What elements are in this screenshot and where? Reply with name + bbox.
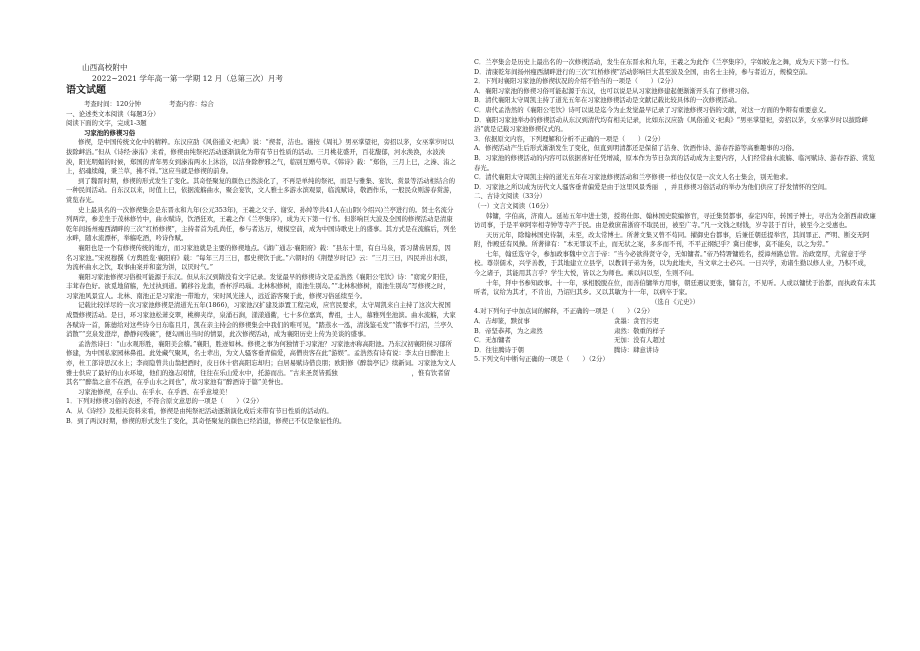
passage-paragraph: 襄阳也是一个有修禊传统的地方，而习家池就是主要的修禊地点。《湖广通志·襄阳府》载：“县东十里，有白马泉，晋习凿齿居焉，因名习家池。”宋祝穆撰《方舆胜览·襄阳府》载：“每年三月三日，郡史禊饮于此。”六朝时的《荆楚岁时记》云：“三月三日，四民并出水滨，为流杯曲水之饮，取事曲案并和蛮为饼，以厌时气。” [66, 243, 452, 272]
q4-option-c [474, 336, 876, 346]
paragraph-text: ，惟有饮者留其名”“醉翁之意不在酒，在乎山水之间也”，故习家池有“醉酒诗于篇”美誉也。 [66, 368, 451, 387]
right-column [474, 0, 876, 365]
option-text: B．帝坚恭邦，为之肃然 [474, 326, 543, 335]
q2-option-a: A．襄阳习家池的修禊习俗可能起源于东汉，也可以说是从习家池修建起便渐渐开头有了修禊习俗。 [474, 86, 754, 95]
q3-option-d: D．习家池之所以成为历代文人骚客垂青偏爱是由于这里风景秀丽 ，并且修禊习俗活动的举办为他们供应了抒发情怀的空间。 [474, 182, 831, 191]
passage-paragraph: 修禊，是中国传统文化中的精粹。东汉应劭《风俗通义·祀典》说：“禊者，洁也。谨按《周礼》男巫掌望祀，旁招以茅，女巫掌岁时以拔除衅浴。”但从《诗经·溱洧》来看，修禊由纯祭祀活动逐渐演化为带有节日性质的活动。三月桃花盛开，百花馥郁，河水涣涣，水波泱泱，阳光明媚的时候，郑国的青年男女到溱洧两水上沐浴，以洁身除秽邪之气，临别互赠芍草。《韩诗》载：“郑俗，三月上巳，之溱、洧之上，招魂续魄，秉兰草，拂不祥。”这应当就是修禊的前身。 [66, 138, 456, 176]
passage-paragraph: 襄阳习家池修禊习俗极可能源于东汉。但从东汉到隋没有文字记录。发觉最早的修禊诗文是孟浩然《襄阳公宅饮》诗：“窈窕夕阳佳，丰茸春色好。欲觅地留觞，先过执到道。鹤移谷龙翡，香杯浮玛瑙。北林积修树，南池生别岛。”“北林积修树，南池生别岛”写修禊之时，习家池风景宜人。北林、南池正是习家池一带地方，宋时风光迷人，远近游客聚于此，修禊习俗延续至今。 [66, 272, 452, 300]
subject-title: 语文试题 [66, 85, 106, 96]
school-name: 山西高校附中 [82, 63, 128, 72]
passage-paragraph [66, 340, 456, 388]
exam-meta [66, 100, 456, 110]
subsection-heading: （一）文言文阅读（16分） [474, 201, 553, 210]
q2-option-c: C．唐代孟浩然的《襄阳公宅饮》诗可以说是迄今为止发觉最早记录了习家池修禊习俗的文献，对这一方面的争辩有重要意义。 [474, 105, 831, 114]
q3-option-b: B．习家池的修禊活动的内容可以依据喜好任凭增减，原本作为节日杂宾的活动成为主要内容，人们经常曲水流觞、临河赋诗、游春吞游、赏览春光。 [474, 153, 875, 172]
exam-title: 2022~2021 学年高一第一学期 12 月（总第三次）月考 [92, 74, 284, 83]
classical-paragraph: 十年，拜中书参知政事。十一年，承相脱脱在位，而善伯镛举方用事，朝廷遇议更张，镛有言，不见听。人或以镛忧于治都，而执政有未其听者，议给为其才，不肯出，乃诏归其乡。又以其敏为十一年，以病卒于家。 [474, 278, 876, 297]
option-gloss: 无加：没有人超过 [614, 336, 666, 345]
q3-option-a: A．修禊活动产生后形式渐渐发生了变化，但直到明清都还是保留了洁身、饮酒作诗、游春吞游等高雅趣事的习俗。 [474, 144, 799, 153]
q4-option-b [474, 327, 876, 337]
q2-option-b: B．清代襄阳太守周凯主持了道光五年在习家池修禊活动是文献记载比较具体的一次修禊活动。 [474, 96, 741, 105]
question-3: 3．依据原文内容，下列理解和分析不正确的一项是（ ）（2分） [474, 134, 665, 143]
q3-option-c: C．清代襄阳太守周凯主持的道光五年在习家池修禊活动和兰亭修禊一样也仅仅是一次文人名士集会，别无他求。 [474, 173, 793, 182]
passage-paragraph: 习家池修禊，在乎山、在乎水、在乎酒、在乎意境美！ [78, 387, 232, 396]
question-4: 4.对下列句子中加点词的解释，不正确的一项是（ ）（2分） [474, 307, 654, 316]
option-gloss: 贪墨：贪官污吏 [614, 317, 659, 326]
option-text: D．往往腾诗于朝 [474, 345, 524, 354]
passage-paragraph: 史上最具名的一次修禊集会是东晋永和九年(公元353年)，王羲之父子、谢安、孙绰等共41人在山阴(今绍兴)兰亭进行的。贤士名流分列两岸，参差坐于茂林修竹中，曲水赋诗，饮酒狂欢，王羲之作《兰亭集序》，成为天下第一行书。但影响巨大波及全国的修禊活动是清康乾年间扬州瘦西湖畔的三次“红桥修禊”，主持者首为孔尚任，参与者达万，规模空前，成为中国诗歌史上的盛事。其方式是在流觞后，列坐水畔，随水流漂杯，举觞吃酒，吟诗作赋。 [66, 205, 456, 243]
passage-paragraph: 记载比较详尽的一次习家池修禊是清道光五年(1866)，习家池汉扩建及添置工程完成，应官民要求，太守周凯来自主持了这次大祝国成暨修禊活动。是日，环习家池松萧交翠，桃柳夹岸，泉涌石涧，漾漾通衢，七十多位嘉宾，曹祖，士人，慕雅列坐池滨。曲水流觞，大家各赋诗一首，陈德给对这些诗今日东临且月，凯在亲主持会的修禊集会中我们的唯可见，“踏蒸水一泓，清浅鉴毛发”“饿事不行沼，兰亭久消散”“烹泉发澄岸，静静问残碗”，便勾画出当时的情景，此次修禊活动，成为襄阳历史上传为美谈的盛事。 [66, 301, 456, 339]
section-instruction: 阅读下面的文字，完成1-3题 [66, 119, 147, 128]
time-label: 考查时间：120分钟 [84, 100, 141, 108]
q1-option-a: A．从《诗经》及相关资料来看，修禊是由纯祭祀活动逐渐演化成后来带有节日性质的活动的。 [66, 407, 333, 415]
passage-paragraph: 到了魏晋时期，修禊的形式发生了变化。其奇怪聚复的颜色已然淡化了，不再是单纯的祭祀，而是与雅集、宴饮、赏景等活动相结合的一种民间活动。自东汉以来，时值上巳，依据流觞曲水，聚会宴饮，文人雅士多游水滨观景，临流赋诗，敬酒作乐，一般民众则游春赏游，赏览春光。 [66, 176, 456, 204]
q1-option-c: C．兰亭集会是历史上最出名的一次修禊活动，发生在东晋永和九年，王羲之为此作《兰亭集序》，字如蛟龙之舞，成为天下第一行书。 [474, 58, 853, 66]
q1-option-b: B．到了两汉时期，修禊的形式发生了变化，其奇怪聚复的颜色已经消退，修禊已不仅是象征性的。 [66, 416, 346, 425]
question-5: 5.下列文句中断句正确的一项是（ ）（2分） [474, 355, 609, 364]
source-note: （选自《元史》） [651, 297, 699, 306]
option-gloss: 肃然：敬重的样子 [614, 326, 666, 335]
section-heading: 一、论述类文本阅读（每题3分） [66, 109, 160, 118]
option-text: A．吉却篆，黩贫事 [474, 317, 530, 326]
question-2: 2．下列对襄阳习家池的修禊状况的介绍不恰当的一项是（ ）（2分） [474, 77, 678, 86]
q2-option-d: D．襄阳习家池举办的修禊活动从东汉到清代均有相关记录，比如东汉应劭《风俗通义·祀典》“男巫掌望祀，旁招以茅，女巫掌岁时以拔除衅浴”就是记载习家池修禊仪式的。 [474, 115, 868, 134]
passage-title: 习家池的修禊习俗 [84, 128, 136, 137]
classical-paragraph: 七年，翰廷选守令，参加政事魏中立言于帝：“当今必欲得贤守令，无如镛者。”帝乃特署镛姓名，授漳州路总管。治政宽厚，尤留意于学校。尊崇儒术，兴学善教，于其地建立立县学，以教训子弟为务，以为此地夫，当文章之士必兴。一日兴学，劝诸生勤以修人业，乃积不成，今之诸子，其能用其言乎？学生大悦，皆以之为师也。乘以问以至，生则不问。 [474, 249, 871, 278]
classical-paragraph: 韩镛，字伯高，济南人。延祐五年中进士第，授将仕郎、翰林国史院编修官，寻迁集贤都事，泰定四年，转国子博士，寻出为佥浙西肃政廉访司事，于是平章阿宰相寺钟等寺产于民。由是救庶苗浙府不取民田，被至广寺。”凡一文钱之财钱，岁寺甚于百计，被至今之受惠也。 [474, 211, 876, 230]
content-label: 考查内容：综合 [169, 100, 214, 108]
option-text: C．无加镛者 [474, 336, 511, 345]
classical-paragraph: 天历元年，除翰林国史待制，未至，改太常博士。所著文集又曾不苟同。擢御史台都事，后兼任朝廷提举官，其间罪正、严明、断交无阿附，作殿廷有风操。所著律有：“本无罪议不止，而无状之案，多多而不刊，不平正纲纪乎？冀日使事，莫不能矣，以之为劳。” [474, 230, 870, 249]
q1-option-d: D．清康乾年间扬州瘦西湖畔进行的三次“红桥修禊”活动影响巨大甚至波及全国，由名士主持，参与者近万，规模空前。 [474, 67, 812, 76]
option-gloss: 腾诗：肆意讲诗 [614, 345, 659, 354]
q4-option-a [474, 317, 876, 327]
left-column [66, 0, 456, 426]
q4-option-d [474, 346, 876, 356]
section-heading: 二、古诗文阅读（33分） [474, 192, 547, 201]
question-1: 1．下列对修禊习俗的表述，不符合原文意思的一项是（ ）（2分） [66, 397, 263, 406]
paragraph-text: 孟浩然诗曰：“山水观形胜，襄阳美会稽。”襄阳，胜迹如林。修禊之事为何独情于习家池？习家池亦称高阳池。乃东汉初襄阳侯习郁所修建，为中国私家园林鼻祖。此处藏气聚风，名士辈出，为文人骚客垂青偏爱，高僧贵客在此“游娱”。孟浩然有诗有说：李太白日醉池上亦，杜工部诗思汉水上；李商隐曾共山翁把酒时，皮日休十宿高阳忘却归；白居易赋诗借良朋；欧阳修《醉翁亭记》续新词。习家池为文人雅士供应了最好的山水环境，他们的逸志闲情，往往在乐山爱水中，托游而出。“古来圣贤皆孤独 [66, 339, 456, 377]
